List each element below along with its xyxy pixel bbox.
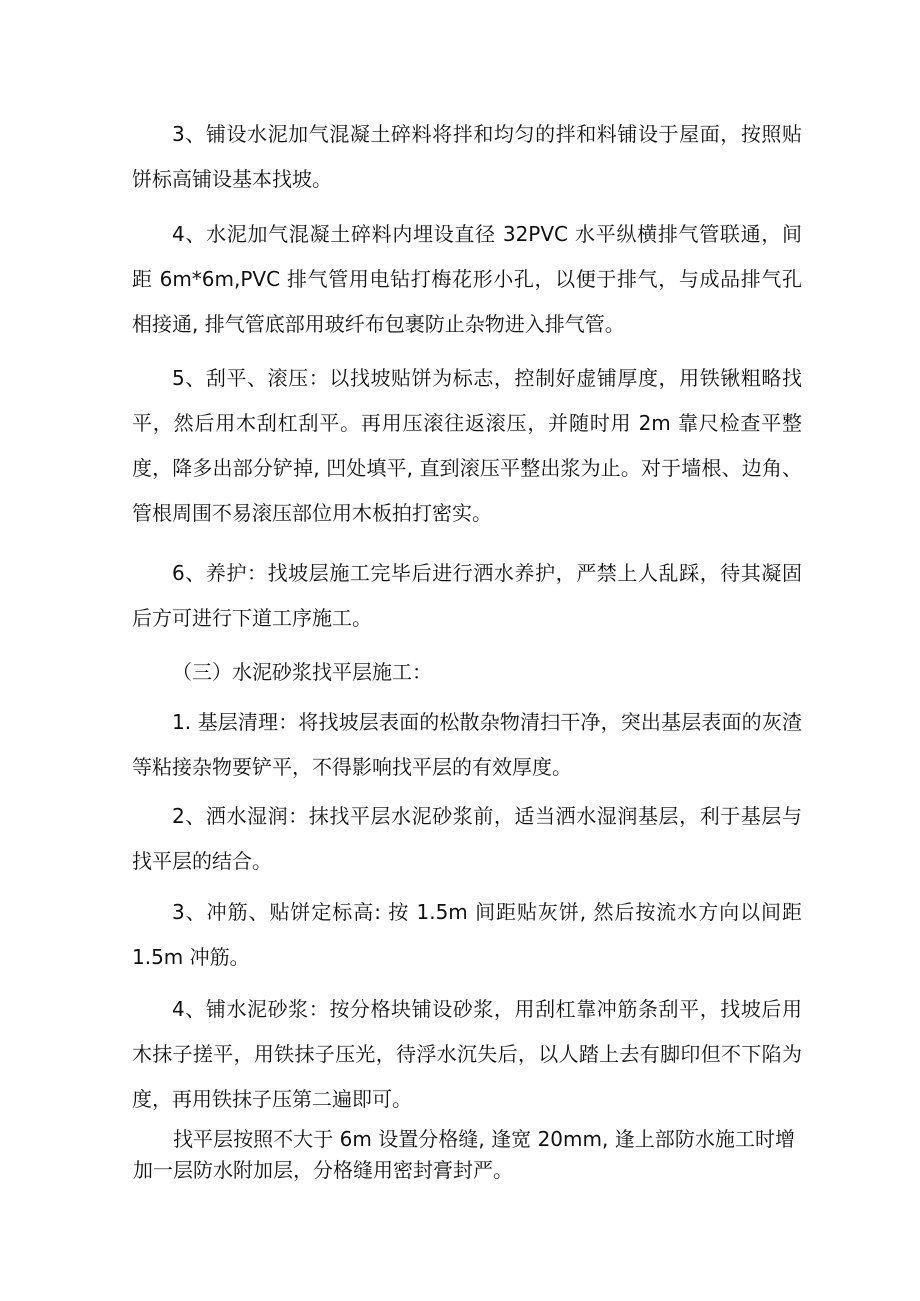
- paragraph-step-2-wetting: 2、洒水湿润：抹找平层水泥砂浆前，适当洒水湿润基层，利于基层与找平层的结合。: [132, 804, 802, 873]
- paragraph-step-4-mortar: 4、铺水泥砂浆：按分格块铺设砂浆，用刮杠靠冲筋条刮平，找坡后用木抹子搓平，用铁抹子压光，待浮水沉失后，以人踏上去有脚印但不下陷为度，再用铁抹子压第二遍即可。: [132, 997, 802, 1111]
- paragraph-step-3-elevation: 3、冲筋、贴饼定标高: 按 1.5m 间距贴灰饼, 然后按流水方向以间距 1.5m 冲筋。: [132, 900, 802, 969]
- paragraph-dividing-joints: 找平层按照不大于 6m 设置分格缝, 逢宽 20mm, 逢上部防水施工时增加一层防水附加层，分格缝用密封膏封严。: [133, 1127, 795, 1182]
- paragraph-step-5-scraping-rolling: 5、刮平、滚压：以找坡贴饼为标志，控制好虚铺厚度，用铁锹粗略找平，然后用木刮杠刮平。再用压滚往返滚压，并随时用 2m 靠尺检查平整度，降多出部分铲掉, 凹处填平, 直到滚压平整出浆为止。对于墙根、边角、管根周围不易滚压部位用木板拍打密实。: [132, 366, 802, 525]
- paragraph-step-4-vent-pipes: 4、水泥加气混凝土碎料内埋设直径 32PVC 水平纵横排气管联通，间距 6m*6m,PVC 排气管用电钻打梅花形小孔，以便于排气，与成品排气孔相接通, 排气管底部用玻纤布包裹防止杂物进入排气管。: [132, 222, 802, 336]
- section-heading-leveling-layer: （三）水泥砂浆找平层施工：: [172, 660, 432, 684]
- paragraph-step-1-base-cleaning: 1. 基层清理：将找坡层表面的松散杂物清扫干净，突出基层表面的灰渣等粘接杂物要铲平，不得影响找平层的有效厚度。: [132, 710, 802, 779]
- paragraph-step-6-curing: 6、养护：找坡层施工完毕后进行洒水养护，严禁上人乱踩，待其凝固后方可进行下道工序施工。: [132, 561, 802, 630]
- paragraph-step-3-laying: 3、铺设水泥加气混凝土碎料将拌和均匀的拌和料铺设于屋面，按照贴饼标高铺设基本找坡。: [132, 122, 802, 191]
